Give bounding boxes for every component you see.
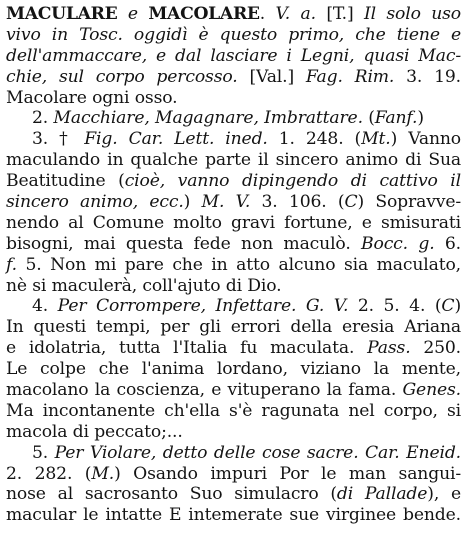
- text-line: [6, 401, 461, 422]
- italic-text: Macchiare, Magagnare, Imbrattare.: [53, 108, 363, 129]
- text-line: [6, 338, 461, 359]
- text-line: [6, 171, 461, 192]
- roman-text: In questi tempi, per gli errori della eresia Ariana: [6, 317, 461, 338]
- roman-text: nendo al Comune molto gravi fortune, e smisurati: [6, 212, 461, 233]
- text-line: [6, 443, 461, 464]
- italic-text: sincero animo, ecc.: [6, 192, 184, 213]
- roman-text: Le colpe che l'anima lordano, viziano la mente,: [6, 359, 461, 380]
- roman-text: bisogni, mai questa fede non maculò.: [6, 233, 362, 254]
- italic-text: dell'ammaccare, e dal lasciare i Legni, quasi Mac-: [6, 45, 461, 66]
- text-line: [6, 276, 461, 297]
- roman-text: 6.: [434, 233, 461, 254]
- text-line: [6, 359, 461, 380]
- roman-text: 5. Non mi pare che in atto alcuno sia maculato,: [16, 254, 461, 275]
- roman-text: Ma incontanente ch'ella s'è ragunata nel corpo, si: [6, 400, 461, 421]
- roman-text: nè si maculerà, coll'ajuto di Dio.: [6, 275, 282, 296]
- text-line: [6, 380, 461, 401]
- roman-text: e idolatria, tutta l'Italia fu maculata.: [6, 338, 368, 359]
- roman-text: 2. 282. (: [6, 463, 92, 484]
- italic-text: e: [117, 4, 149, 24]
- text-line: [6, 25, 461, 46]
- italic-text: Per Violare, detto delle cose sacre. Car. Eneid.: [54, 442, 461, 463]
- text-line: [6, 317, 461, 338]
- roman-text: 250.: [410, 338, 462, 359]
- text-line: [6, 464, 461, 485]
- italic-text: Bocc. g.: [361, 233, 435, 254]
- text-line: [6, 67, 461, 88]
- roman-text: 5.: [32, 442, 55, 463]
- italic-text: chie, sul corpo percosso.: [6, 66, 238, 87]
- italic-text: Mt.: [361, 129, 391, 150]
- roman-text: 2.: [32, 108, 54, 129]
- roman-text: macolano la coscienza, e vituperano la fama.: [6, 380, 403, 401]
- text-line: [6, 296, 461, 317]
- italic-text: f.: [6, 254, 17, 275]
- text-line: [6, 88, 461, 109]
- roman-text: 1. 248. (: [267, 129, 362, 150]
- italic-text: Genes.: [402, 380, 461, 401]
- italic-text: Il solo uso: [363, 4, 461, 24]
- text-line: [6, 129, 461, 150]
- italic-text: cioè, vanno dipingendo di cattivo il: [124, 171, 461, 192]
- text-line: [6, 234, 461, 255]
- text-line: [6, 505, 461, 526]
- text-line: [6, 192, 461, 213]
- roman-text: maculando in qualche parte il sincero animo di Sua: [6, 150, 461, 171]
- italic-text: di Pallade: [336, 484, 428, 505]
- text-line: [6, 150, 461, 171]
- roman-text: macular le intatte E intemerate sue virginee bende.: [6, 505, 461, 526]
- roman-text: Macolare ogni osso.: [6, 87, 178, 108]
- text-line: [6, 422, 461, 443]
- text-line: [6, 4, 461, 25]
- text-line: [6, 255, 461, 276]
- italic-text: M. V.: [201, 192, 251, 213]
- roman-text: ): [417, 108, 424, 129]
- italic-text: V. a.: [275, 4, 316, 24]
- italic-text: vivo in Tosc. oggidì è questo primo, che tiene e: [6, 24, 461, 45]
- italic-text: Pass.: [367, 338, 411, 359]
- italic-text: M.: [91, 463, 115, 484]
- text-line: [6, 108, 461, 129]
- headword: MACULARE: [6, 4, 118, 24]
- roman-text: ) Vanno: [390, 129, 462, 150]
- roman-text: .: [259, 4, 276, 24]
- italic-text: C: [344, 192, 358, 213]
- headword: MACOLARE: [148, 4, 260, 24]
- italic-text: Per Corrompere, Infettare. G. V.: [57, 296, 349, 317]
- italic-text: Fag. Rim.: [305, 66, 395, 87]
- text-line: [6, 46, 461, 67]
- roman-text: 3. 106. (: [250, 192, 345, 213]
- roman-text: Beatitudine (: [6, 171, 125, 192]
- roman-text: nose al sacrosanto Suo simulacro (: [6, 484, 337, 505]
- roman-text: [T.]: [315, 4, 364, 24]
- italic-text: Fanf.: [374, 108, 418, 129]
- text-line: [6, 213, 461, 234]
- roman-text: 3. 19.: [394, 66, 461, 87]
- roman-text: ): [454, 296, 461, 317]
- roman-text: [Val.]: [237, 66, 306, 87]
- roman-text: 2. 5. 4. (: [348, 296, 442, 317]
- roman-text: macola di peccato;...: [6, 421, 183, 442]
- roman-text: ) Sopravve-: [357, 192, 461, 213]
- text-line: [6, 484, 461, 505]
- roman-text: 3. †: [32, 129, 85, 150]
- roman-text: ), e: [427, 484, 461, 505]
- roman-text: ): [183, 192, 202, 213]
- italic-text: C: [441, 296, 455, 317]
- roman-text: 4.: [32, 296, 58, 317]
- italic-text: Fig. Car. Lett. ined.: [84, 129, 268, 150]
- roman-text: (: [362, 108, 375, 129]
- roman-text: ) Osando impuri Por le man sangui-: [114, 463, 461, 484]
